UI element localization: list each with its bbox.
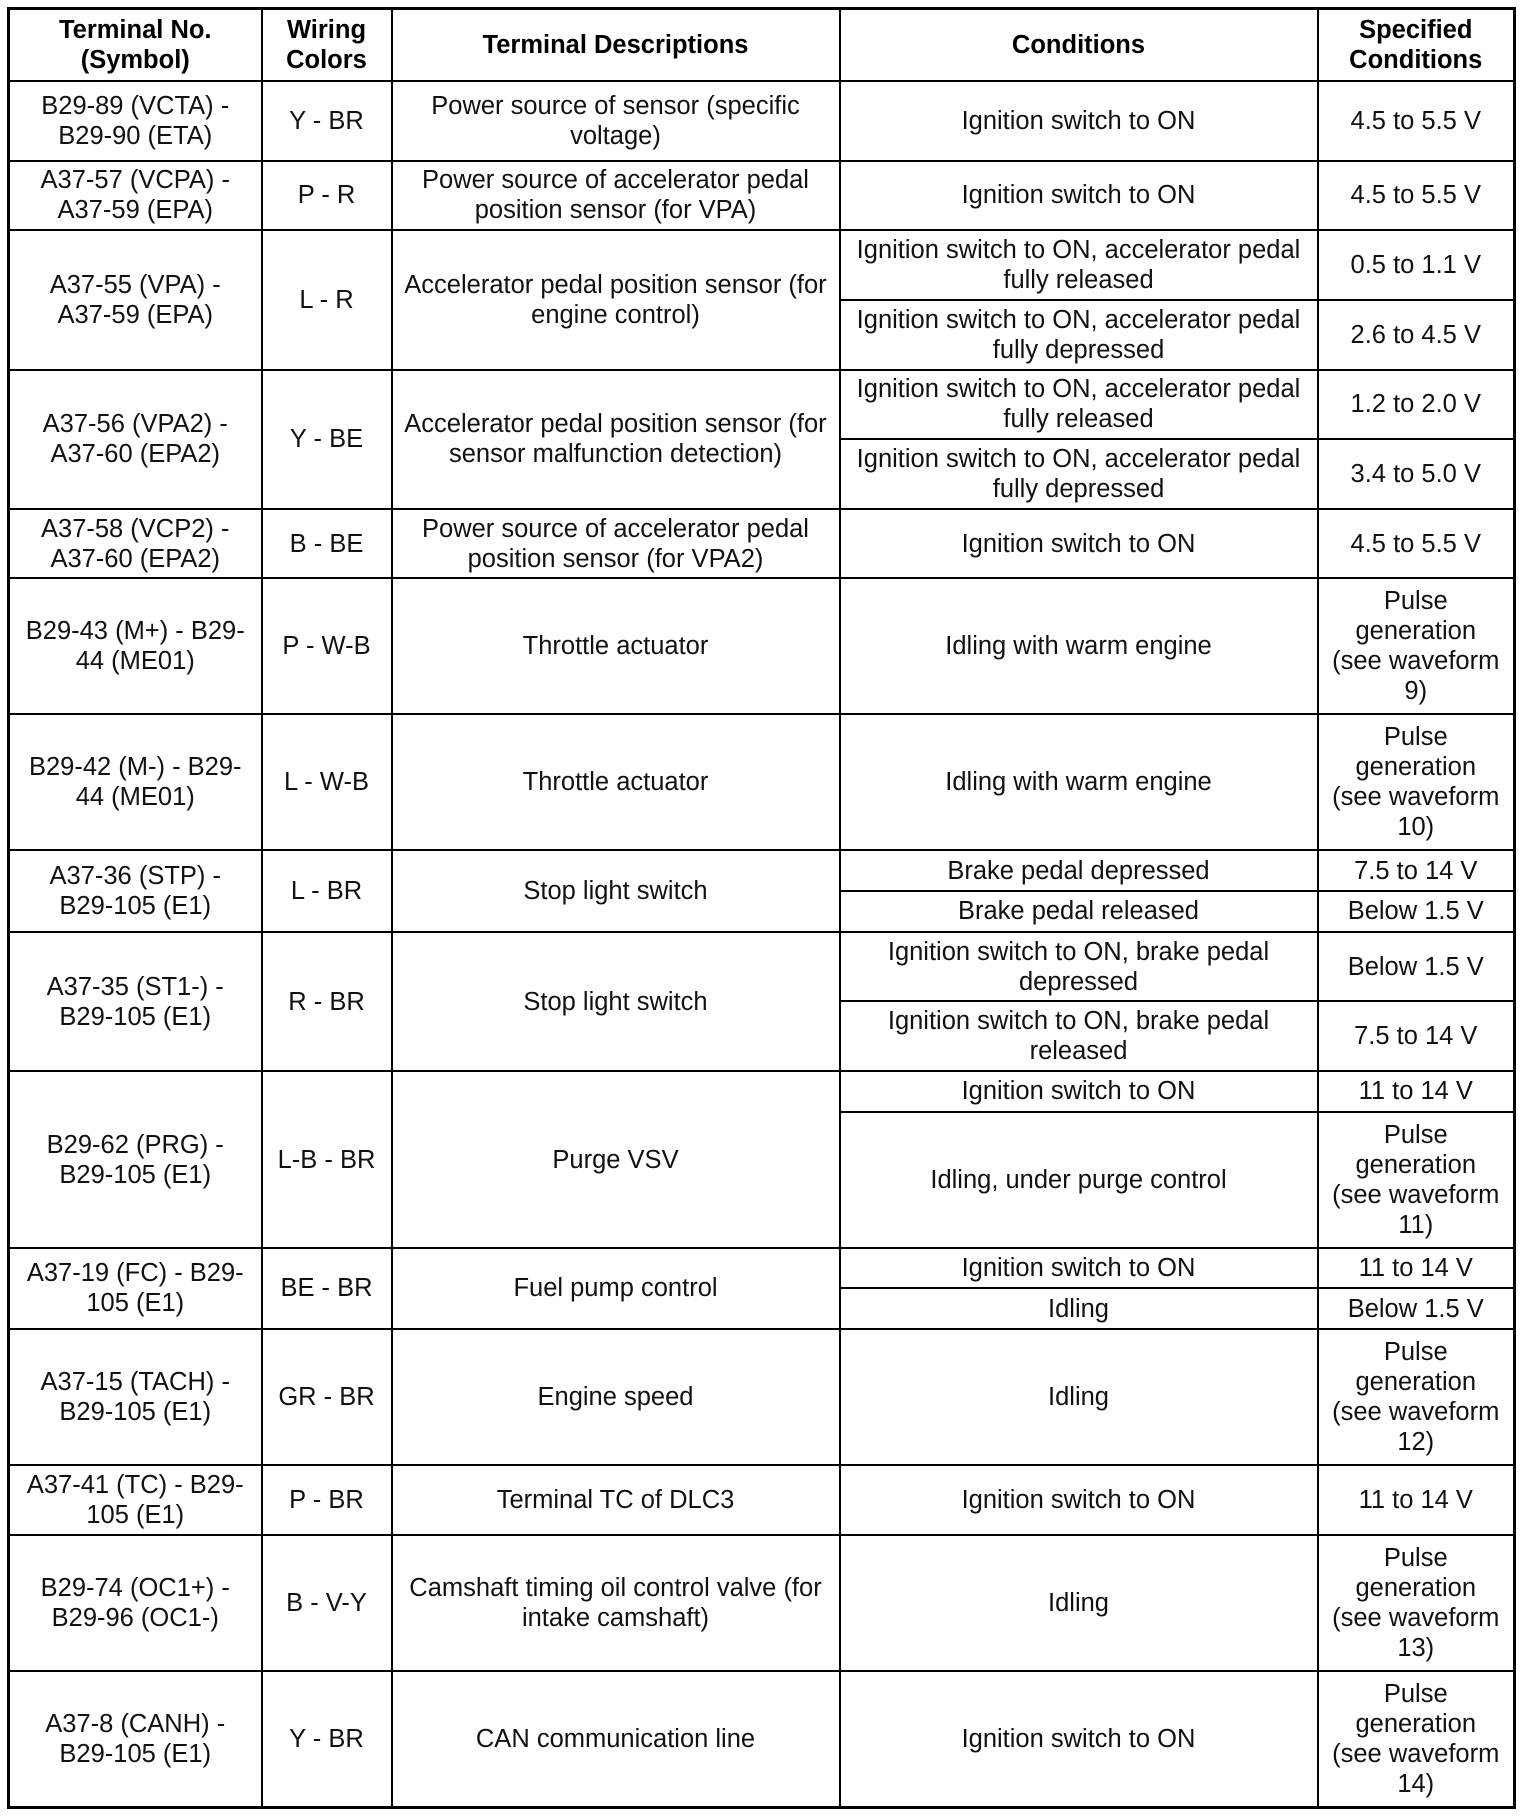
condition-cell: Ignition switch to ON	[840, 81, 1318, 161]
description-cell: Throttle actuator	[392, 714, 840, 850]
condition-cell: Idling	[840, 1535, 1318, 1671]
wiring-colors-cell: Y - BE	[262, 370, 392, 509]
table-row	[9, 932, 1515, 1001]
wiring-colors-cell: L-B - BR	[262, 1071, 392, 1247]
table-row	[9, 1535, 1515, 1671]
table-row	[9, 509, 1515, 578]
specified-condition-cell: Pulse generation (see waveform 14)	[1318, 1671, 1515, 1808]
table-row	[9, 370, 1515, 439]
specified-condition-cell: 1.2 to 2.0 V	[1318, 370, 1515, 439]
description-cell: Accelerator pedal position sensor (for engine control)	[392, 230, 840, 369]
description-cell: Camshaft timing oil control valve (for intake camshaft)	[392, 1535, 840, 1671]
description-cell: Purge VSV	[392, 1071, 840, 1247]
specified-condition-cell: 2.6 to 4.5 V	[1318, 300, 1515, 369]
wiring-colors-cell: Y - BR	[262, 81, 392, 161]
header-terminal-descriptions: Terminal Descriptions	[392, 9, 840, 81]
condition-cell: Brake pedal depressed	[840, 850, 1318, 890]
condition-cell: Ignition switch to ON	[840, 1248, 1318, 1288]
condition-cell: Ignition switch to ON	[840, 161, 1318, 230]
specified-condition-cell: 7.5 to 14 V	[1318, 1001, 1515, 1071]
terminal-cell: B29-74 (OC1+) - B29-96 (OC1-)	[9, 1535, 262, 1671]
description-cell: Power source of sensor (specific voltage)	[392, 81, 840, 161]
specified-condition-cell: Below 1.5 V	[1318, 891, 1515, 932]
condition-cell: Ignition switch to ON, brake pedal released	[840, 1001, 1318, 1071]
wiring-colors-cell: L - W-B	[262, 714, 392, 850]
specified-condition-cell: 11 to 14 V	[1318, 1248, 1515, 1288]
header-wiring-colors: Wiring Colors	[262, 9, 392, 81]
terminal-cell: A37-35 (ST1-) - B29-105 (E1)	[9, 932, 262, 1071]
wiring-colors-cell: L - R	[262, 230, 392, 369]
terminal-cell: B29-42 (M-) - B29-44 (ME01)	[9, 714, 262, 850]
terminal-specification-table	[7, 7, 1516, 1809]
table-body	[9, 81, 1515, 1808]
description-cell: Stop light switch	[392, 850, 840, 931]
wiring-colors-cell: BE - BR	[262, 1248, 392, 1329]
description-cell: Fuel pump control	[392, 1248, 840, 1329]
table-row	[9, 81, 1515, 161]
header-specified-conditions: Specified Conditions	[1318, 9, 1515, 81]
description-cell: Accelerator pedal position sensor (for sensor malfunction detection)	[392, 370, 840, 509]
terminal-cell: B29-89 (VCTA) - B29-90 (ETA)	[9, 81, 262, 161]
condition-cell: Ignition switch to ON, accelerator pedal fully released	[840, 230, 1318, 300]
table-row	[9, 1465, 1515, 1534]
wiring-colors-cell: B - V-Y	[262, 1535, 392, 1671]
terminal-cell: A37-56 (VPA2) - A37-60 (EPA2)	[9, 370, 262, 509]
terminal-cell: A37-58 (VCP2) - A37-60 (EPA2)	[9, 509, 262, 578]
condition-cell: Ignition switch to ON	[840, 1465, 1318, 1534]
condition-cell: Ignition switch to ON, accelerator pedal fully depressed	[840, 439, 1318, 509]
header-conditions: Conditions	[840, 9, 1318, 81]
condition-cell: Ignition switch to ON	[840, 1671, 1318, 1808]
specified-condition-cell: 0.5 to 1.1 V	[1318, 230, 1515, 300]
wiring-colors-cell: Y - BR	[262, 1671, 392, 1808]
specified-condition-cell: 11 to 14 V	[1318, 1465, 1515, 1534]
header-row	[9, 9, 1515, 81]
specified-condition-cell: Pulse generation (see waveform 11)	[1318, 1112, 1515, 1248]
wiring-colors-cell: GR - BR	[262, 1329, 392, 1465]
condition-cell: Ignition switch to ON, brake pedal depressed	[840, 932, 1318, 1001]
description-cell: Engine speed	[392, 1329, 840, 1465]
description-cell: Power source of accelerator pedal position sensor (for VPA2)	[392, 509, 840, 578]
specified-condition-cell: 7.5 to 14 V	[1318, 850, 1515, 890]
condition-cell: Ignition switch to ON	[840, 509, 1318, 578]
specified-condition-cell: Pulse generation (see waveform 13)	[1318, 1535, 1515, 1671]
specified-condition-cell: Below 1.5 V	[1318, 1288, 1515, 1329]
specified-condition-cell: 4.5 to 5.5 V	[1318, 509, 1515, 578]
terminal-cell: A37-19 (FC) - B29-105 (E1)	[9, 1248, 262, 1329]
specified-condition-cell: Below 1.5 V	[1318, 932, 1515, 1001]
terminal-cell: A37-55 (VPA) - A37-59 (EPA)	[9, 230, 262, 369]
table-row	[9, 714, 1515, 850]
table-row	[9, 1671, 1515, 1808]
description-cell: Stop light switch	[392, 932, 840, 1071]
condition-cell: Ignition switch to ON, accelerator pedal fully released	[840, 370, 1318, 439]
terminal-cell: B29-43 (M+) - B29-44 (ME01)	[9, 578, 262, 714]
condition-cell: Idling with warm engine	[840, 714, 1318, 850]
table-row	[9, 230, 1515, 300]
wiring-colors-cell: P - R	[262, 161, 392, 230]
terminal-cell: A37-8 (CANH) - B29-105 (E1)	[9, 1671, 262, 1808]
table-row	[9, 850, 1515, 890]
wiring-colors-cell: P - W-B	[262, 578, 392, 714]
condition-cell: Ignition switch to ON	[840, 1071, 1318, 1111]
wiring-colors-cell: P - BR	[262, 1465, 392, 1534]
table-row	[9, 1248, 1515, 1288]
specified-condition-cell: Pulse generation (see waveform 12)	[1318, 1329, 1515, 1465]
description-cell: Throttle actuator	[392, 578, 840, 714]
wiring-colors-cell: R - BR	[262, 932, 392, 1071]
wiring-colors-cell: L - BR	[262, 850, 392, 931]
description-cell: Power source of accelerator pedal position sensor (for VPA)	[392, 161, 840, 230]
description-cell: Terminal TC of DLC3	[392, 1465, 840, 1534]
terminal-cell: B29-62 (PRG) - B29-105 (E1)	[9, 1071, 262, 1247]
condition-cell: Idling, under purge control	[840, 1112, 1318, 1248]
terminal-cell: A37-36 (STP) - B29-105 (E1)	[9, 850, 262, 931]
header-terminal-no: Terminal No. (Symbol)	[9, 9, 262, 81]
specified-condition-cell: Pulse generation (see waveform 10)	[1318, 714, 1515, 850]
condition-cell: Idling with warm engine	[840, 578, 1318, 714]
condition-cell: Ignition switch to ON, accelerator pedal fully depressed	[840, 300, 1318, 369]
wiring-colors-cell: B - BE	[262, 509, 392, 578]
table-row	[9, 161, 1515, 230]
specified-condition-cell: 11 to 14 V	[1318, 1071, 1515, 1111]
specified-condition-cell: 4.5 to 5.5 V	[1318, 161, 1515, 230]
specified-condition-cell: 4.5 to 5.5 V	[1318, 81, 1515, 161]
condition-cell: Brake pedal released	[840, 891, 1318, 932]
table-row	[9, 1071, 1515, 1111]
terminal-cell: A37-41 (TC) - B29-105 (E1)	[9, 1465, 262, 1534]
terminal-cell: A37-57 (VCPA) - A37-59 (EPA)	[9, 161, 262, 230]
specified-condition-cell: Pulse generation (see waveform 9)	[1318, 578, 1515, 714]
specified-condition-cell: 3.4 to 5.0 V	[1318, 439, 1515, 509]
description-cell: CAN communication line	[392, 1671, 840, 1808]
condition-cell: Idling	[840, 1288, 1318, 1329]
terminal-cell: A37-15 (TACH) - B29-105 (E1)	[9, 1329, 262, 1465]
table-row	[9, 1329, 1515, 1465]
condition-cell: Idling	[840, 1329, 1318, 1465]
table-row	[9, 578, 1515, 714]
